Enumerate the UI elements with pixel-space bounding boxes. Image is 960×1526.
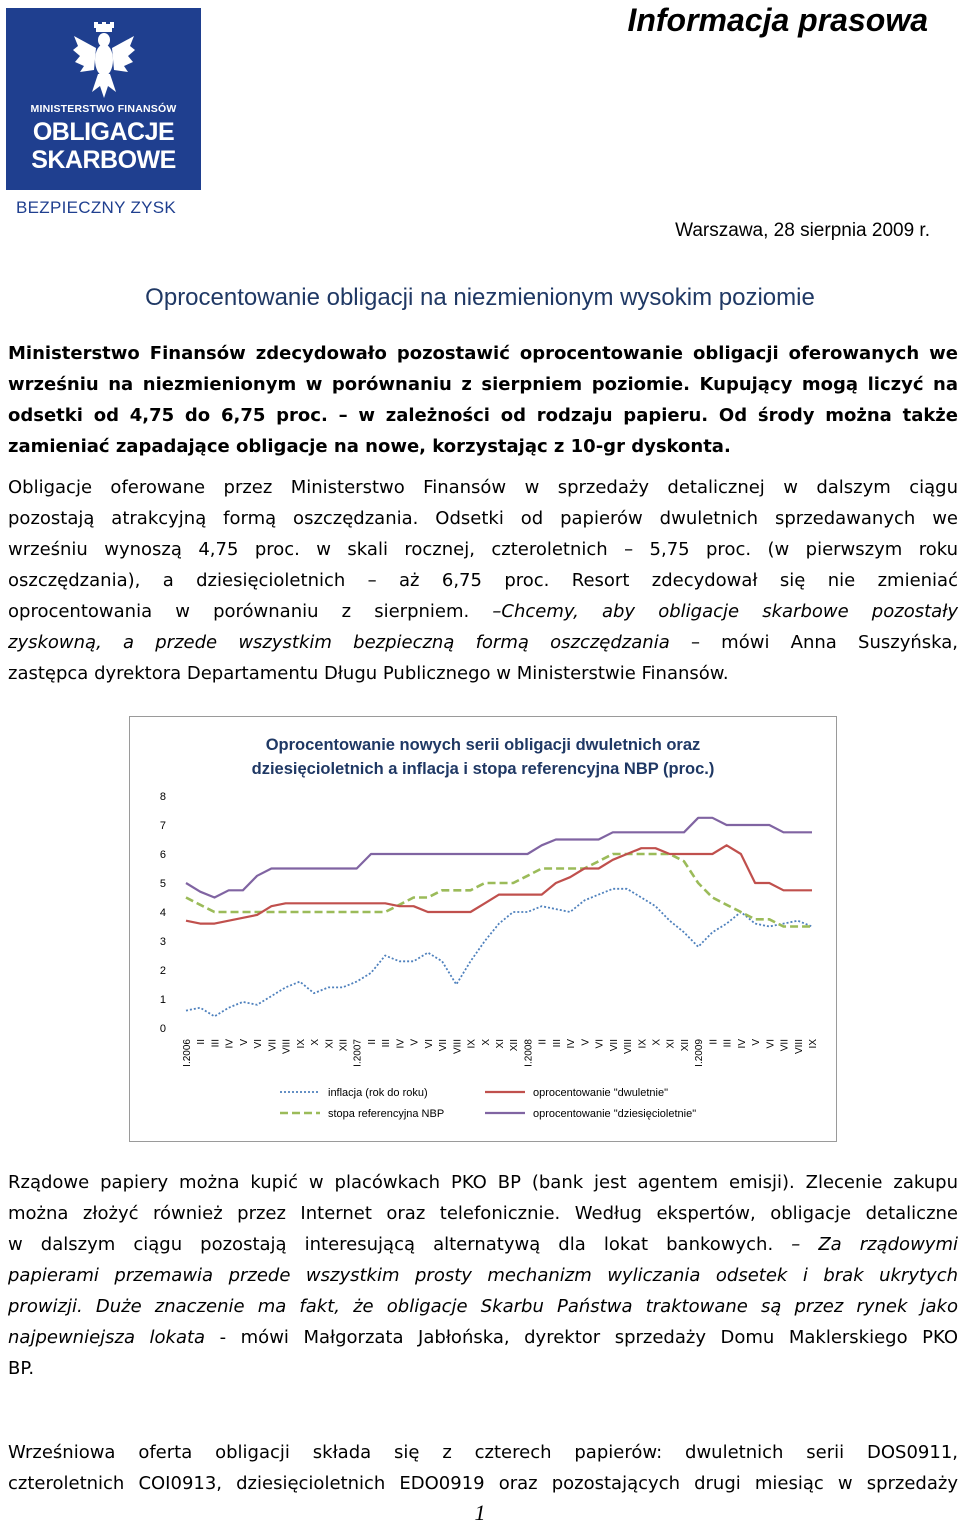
x-tick-label: X: [480, 1039, 492, 1046]
p2-quote: najpewniejsza lokata: [8, 1327, 206, 1348]
y-tick-label: 3: [159, 936, 166, 948]
document-date: Warszawa, 28 sierpnia 2009 r.: [675, 220, 930, 241]
logo-tagline: BEZPIECZNY ZYSK: [16, 198, 177, 217]
x-tick-label: VI: [765, 1039, 777, 1049]
x-tick-label: I.2008: [523, 1039, 535, 1067]
p1-line: Obligacje oferowane przez Ministerstwo Finansów w sprzedaży detalicznej w dalszym ciągu: [8, 477, 958, 498]
x-tick-label: IV: [736, 1039, 748, 1049]
eagle-emblem-icon: [72, 22, 136, 100]
chart-title-line: dziesięcioletnich a inflacja i stopa referencyjna NBP (proc.): [251, 760, 715, 778]
x-tick-label: V: [751, 1039, 763, 1046]
legend-label: oprocentowanie "dwuletnie": [533, 1087, 669, 1099]
p2-quote: – Za rządowymi: [791, 1234, 958, 1255]
p2-line: można złożyć również przez Internet oraz telefonicznie. Według ekspertów, obligacje detaliczne: [8, 1203, 958, 1224]
x-tick-label: IX: [295, 1039, 307, 1049]
y-tick-label: 4: [159, 907, 166, 919]
y-tick-label: 8: [159, 791, 166, 803]
x-tick-label: II: [708, 1039, 720, 1045]
series-line: [186, 854, 812, 927]
x-tick-label: IX: [466, 1039, 478, 1049]
press-release-title: Informacja prasowa: [627, 2, 928, 38]
x-tick-label: VIII: [793, 1039, 805, 1055]
lead-paragraph: [8, 338, 958, 462]
p2-text: - mówi Małgorzata Jabłońska, dyrektor sprzedaży Domu Maklerskiego PKO: [219, 1327, 958, 1348]
x-tick-label: III: [722, 1039, 734, 1048]
legend-label: stopa referencyjna NBP: [328, 1108, 445, 1120]
x-tick-label: VII: [779, 1039, 791, 1052]
lead-line: zamieniać zapadające obligacje na nowe, korzystając z 10-gr dyskonta.: [8, 436, 731, 457]
interest-rate-chart: [129, 716, 837, 1142]
x-tick-label: VIII: [281, 1039, 293, 1055]
lead-line: odsetki od 4,75 do 6,75 proc. – w zależności od rodzaju papieru. Od środy można także: [8, 405, 958, 426]
y-tick-label: 0: [159, 1023, 166, 1035]
x-tick-label: V: [238, 1039, 250, 1046]
x-tick-label: X: [310, 1039, 322, 1046]
logo-line2: SKARBOWE: [31, 146, 176, 174]
obligacje-skarbowe-logo: [6, 8, 201, 222]
series-line: [186, 818, 812, 898]
x-tick-label: III: [210, 1039, 222, 1048]
p1-quote: –Chcemy, aby obligacje skarbowe pozostały: [492, 601, 958, 622]
p2-line: [8, 1260, 958, 1291]
p2-line-6: [8, 1322, 958, 1353]
x-tick-label: II: [196, 1039, 208, 1045]
p2-quote: prowizji. Duże znaczenie ma fakt, że obligacje Skarbu Państwa traktowane są przez rynek jako: [8, 1296, 958, 1317]
x-tick-label: III: [551, 1039, 563, 1048]
x-tick-label: V: [580, 1039, 592, 1046]
x-tick-label: X: [651, 1039, 663, 1046]
x-tick-label: I.2006: [182, 1039, 193, 1067]
x-tick-label: IV: [395, 1039, 407, 1049]
x-tick-label: VII: [267, 1039, 279, 1052]
chart-title-line: Oprocentowanie nowych serii obligacji dwuletnich oraz: [265, 736, 701, 754]
x-tick-label: VIII: [452, 1039, 464, 1055]
p1-line-6: [8, 627, 958, 658]
p1-quote: zyskowną, a przede wszystkim bezpieczną formą oszczędzania: [8, 632, 670, 653]
p2-line: Rządowe papiery można kupić w placówkach PKO BP (bank jest agentem emisji). Zlecenie zakupu: [8, 1172, 958, 1193]
p2-line: BP.: [8, 1358, 35, 1379]
x-tick-label: VI: [594, 1039, 606, 1049]
x-tick-label: XI: [324, 1039, 336, 1049]
p1-text: oprocentowania w porównaniu z sierpniem.: [8, 601, 470, 622]
logo-line1: OBLIGACJE: [32, 118, 175, 146]
x-tick-label: IV: [224, 1039, 236, 1049]
paragraph-1: [8, 472, 958, 689]
p3-line: Wrześniowa oferta obligacji składa się z czterech papierów: dwuletnich serii DOS0911,: [8, 1442, 958, 1463]
x-tick-label: VII: [608, 1039, 620, 1052]
p1-line: pozostają atrakcyjną formą oszczędzania. Odsetki od papierów dwuletnich sprzedawanych we: [8, 508, 958, 529]
p1-line: zastępca dyrektora Departamentu Długu Publicznego w Ministerstwie Finansów.: [8, 663, 729, 684]
x-tick-label: I.2009: [694, 1039, 706, 1067]
x-tick-label: V: [409, 1039, 421, 1046]
p2-text: w dalszym ciągu pozostają interesującą alternatywą dla lokat bankowych.: [8, 1234, 774, 1255]
p2-quote: papierami przemawia przede wszystkim prosty mechanizm wyliczania odsetek i brak ukrytych: [8, 1265, 958, 1286]
p2-line: [8, 1291, 958, 1322]
series-line: [186, 889, 812, 1017]
x-tick-label: II: [537, 1039, 549, 1045]
y-tick-label: 1: [159, 994, 166, 1006]
y-tick-label: 5: [159, 878, 166, 890]
p1-line: oszczędzania), a dziesięcioletnich – aż 6,75 proc. Resort zdecydował się nie zmieniać: [8, 570, 958, 591]
page-number: 1: [474, 1500, 486, 1525]
x-tick-label: VIII: [623, 1039, 635, 1055]
y-tick-label: 6: [159, 849, 166, 861]
x-tick-label: I.2007: [352, 1039, 364, 1067]
x-tick-label: II: [366, 1039, 378, 1045]
chart-svg: [130, 717, 836, 1141]
paragraph-2: [8, 1167, 958, 1384]
p1-line: wrześniu wynoszą 4,75 proc. w skali rocznej, czteroletnich – 5,75 proc. (w pierwszym roku: [8, 539, 958, 560]
p1-line-5: [8, 596, 958, 627]
x-tick-label: VI: [253, 1039, 265, 1049]
x-tick-label: XII: [338, 1039, 350, 1052]
x-tick-label: IX: [808, 1039, 819, 1049]
x-tick-label: III: [381, 1039, 393, 1048]
p3-line: czteroletnich COI0913, dziesięcioletnich EDO0919 oraz pozostających drugi miesiąc w sprzedaży: [8, 1473, 958, 1494]
x-tick-label: IV: [566, 1039, 578, 1049]
legend-label: inflacja (rok do roku): [328, 1087, 428, 1099]
headline: Oprocentowanie obligacji na niezmienionym wysokim poziomie: [145, 284, 815, 311]
x-tick-label: XII: [509, 1039, 521, 1052]
x-tick-label: XI: [495, 1039, 506, 1049]
x-tick-label: VI: [423, 1039, 435, 1049]
y-tick-label: 7: [159, 820, 166, 832]
y-tick-label: 2: [159, 965, 166, 977]
lead-line: wrześniu na niezmienionym w porównaniu z sierpniem poziomie. Kupujący mogą liczyć na: [8, 374, 958, 395]
paragraph-3: [8, 1437, 958, 1499]
x-tick-label: XII: [679, 1039, 691, 1052]
p2-line-3: [8, 1229, 958, 1260]
legend-label: oprocentowanie "dziesięcioletnie": [533, 1108, 697, 1120]
x-tick-label: IX: [637, 1039, 649, 1049]
lead-line: Ministerstwo Finansów zdecydowało pozostawić oprocentowanie obligacji oferowanych we: [8, 343, 958, 364]
x-tick-label: VII: [438, 1039, 450, 1052]
x-tick-label: XI: [665, 1039, 677, 1049]
logo-ministry: MINISTERSTWO FINANSÓW: [30, 103, 177, 115]
p1-text: – mówi Anna Suszyńska,: [690, 632, 958, 653]
